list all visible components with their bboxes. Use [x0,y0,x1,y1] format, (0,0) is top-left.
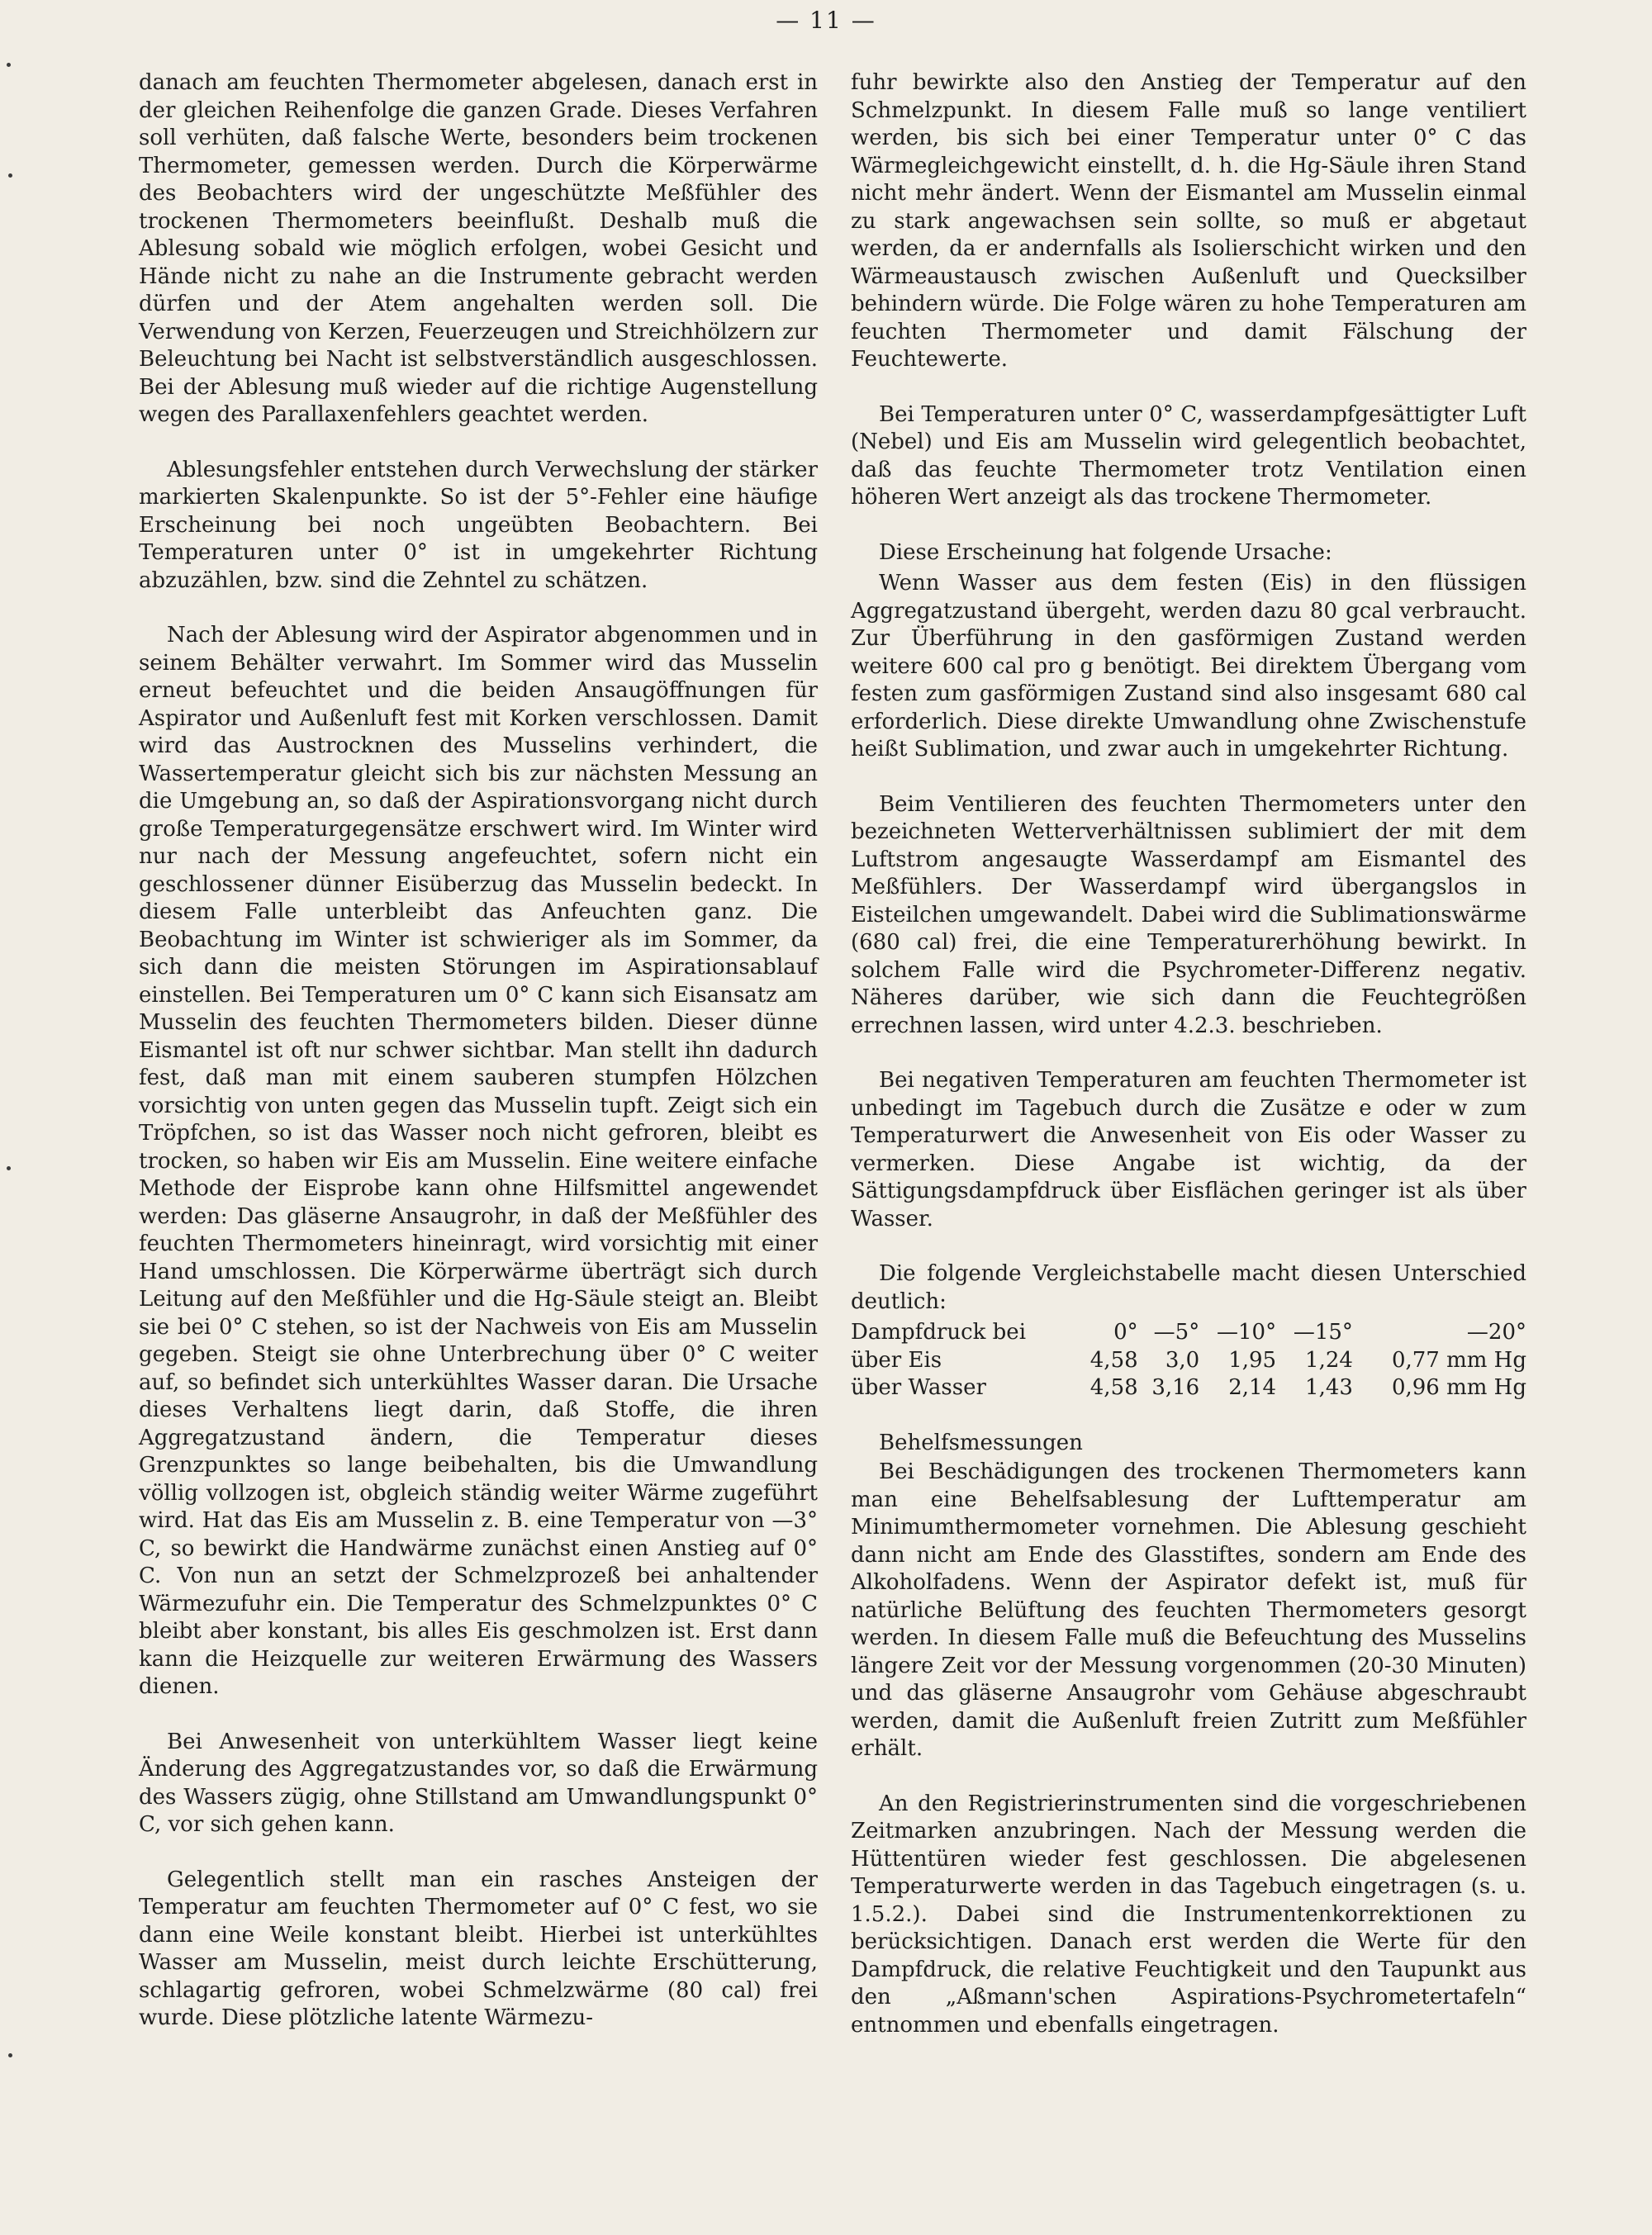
paragraph: Beim Ventilieren des feuchten Thermometers unter den bezeichneten Wetterverhältnissen sublimiert der mit dem Luftstrom angesaugte Wasserdampf am Eismantel des Meßfühlers. Der Wasserdampf wird übergangslos in Eisteilchen umgewandelt. Dabei wird die Sublimationswärme (680 cal) frei, die eine Temperaturerhöhung bewirkt. In solchem Falle wird die Psychrometer-Differenz negativ. Näheres darüber, wie sich dann die Feuchtegrößen errechnen lassen, wird unter 4.2.3. beschrieben. [851,791,1526,1038]
paragraph: Gelegentlich stellt man ein rasches Ansteigen der Temperatur am feuchten Thermometer auf 0° C fest, wo sie dann eine Weile konstant bleibt. Hierbei ist unterkühltes Wasser am Musselin, meist durch leichte Erschütterung, schlagartig gefroren, wobei Schmelzwärme (80 cal) frei wurde. Diese plötzliche latente Wärmezu- [139,1867,818,2030]
margin-mark [8,2053,12,2057]
vapor-pressure-table [851,1319,1526,1402]
paragraph: Bei Beschädigungen des trockenen Thermometers kann man eine Behelfsablesung der Lufttemperatur am Minimumthermometer vornehmen. Die Ablesung geschieht dann nicht am Ende des Glasstiftes, sondern am Ende des Alkoholfadens. Wenn der Aspirator defekt ist, muß für natürliche Belüftung des feuchten Thermometers gesorgt werden. In diesem Falle muß die Befeuchtung des Musselins längere Zeit vor der Messung vorgenommen (20-30 Minuten) und das gläserne Ansaugrohr vom Gehäuse abgeschraubt werden, damit die Außenluft freien Zutritt zum Meßfühler erhält. [851,1459,1526,1761]
table-cell: 2,14 [1228,1375,1277,1400]
paragraph: Diese Erscheinung hat folgende Ursache: [879,539,1332,565]
table-header-row [851,1319,1526,1347]
table-cell: —10° [1216,1320,1277,1345]
table-cell: 0° [1113,1320,1138,1345]
table-cell: über Eis [851,1347,942,1373]
table-cell: Dampfdruck bei [851,1320,1027,1345]
table-cell: 0,77 mm Hg [1391,1347,1526,1373]
paragraph: Wenn Wasser aus dem festen (Eis) in den flüssigen Aggregatzustand übergeht, werden dazu 80 gcal verbraucht. Zur Überführung in den gasförmigen Zustand werden weitere 600 cal pro g benötigt. Bei direktem Übergang vom festen zum gasförmigen Zustand sind also insgesamt 680 cal erforderlich. Diese direkte Umwandlung ohne Zwischenstufe heißt Sublimation, und zwar auch in umgekehrter Richtung. [851,571,1526,762]
paragraph: An den Registrierinstrumenten sind die vorgeschriebenen Zeitmarken anzubringen. Nach der Messung werden die Hüttentüren wieder fest geschlossen. Die abgelesenen Temperaturwerte werden in das Tagebuch eingetragen (s. u. 1.5.2.). Dabei sind die Instrumentenkorrektionen zu berücksichtigen. Danach erst werden die Werte für den Dampfdruck, die relative Feuchtigkeit und den Taupunkt aus den „Aßmann'schen Aspirations-Psychrometertafeln“ entnommen und ebenfalls eingetragen. [851,1791,1526,2038]
table-row [851,1347,1526,1375]
table-cell: 1,95 [1228,1347,1277,1373]
table-cell: 3,0 [1165,1347,1200,1373]
table-cell: —15° [1293,1320,1353,1345]
paragraph: Die folgende Vergleichstabelle macht diesen Unterschied deutlich: [851,1261,1526,1314]
table-cell: 4,58 [1089,1375,1138,1400]
paragraph: Nach der Ablesung wird der Aspirator abgenommen und in seinem Behälter verwahrt. Im Sommer wird das Musselin erneut befeuchtet und die beiden Ansaugöffnungen für Aspirator und Außenluft fest mit Korken verschlossen. Damit wird das Austrocknen des Musselins verhindert, die Wassertemperatur gleicht sich bis zur nächsten Messung an die Umgebung an, so daß der Aspirationsvorgang nicht durch große Temperaturgegensätze erschwert wird. Im Winter wird nur nach der Messung angefeuchtet, sofern nicht ein geschlossener dünner Eisüberzug das Musselin bedeckt. In diesem Falle unterbleibt das Anfeuchten ganz. Die Beobachtung im Winter ist schwieriger als im Sommer, da sich dann die meisten Störungen im Aspirationsablauf einstellen. Bei Temperaturen um 0° C kann sich Eisansatz am Musselin des feuchten Thermometers bilden. Dieser dünne Eismantel ist oft nur schwer sichtbar. Man stellt ihn dadurch fest, daß man mit einem sauberen stumpfen Hölzchen vorsichtig von unten gegen das Musselin tupft. Zeigt sich ein Tröpfchen, so ist das Wasser noch nicht gefroren, bleibt es trocken, so haben wir Eis am Musselin. Eine weitere einfache Methode der Eisprobe kann ohne Hilfsmittel angewendet werden: Das gläserne Ansaugrohr, in daß der Meßfühler des feuchten Thermometers hineinragt, wird vorsichtig mit einer Hand umschlossen. Die Körperwärme überträgt sich durch Leitung auf den Meßfühler und die Hg-Säule steigt an. Bleibt sie bei 0° C stehen, so ist der Nachweis von Eis am Musselin gegeben. Steigt sie ohne Unterbrechung über 0° C weiter auf, so befindet sich unterkühltes Wasser daran. Die Ursache dieses Verhaltens liegt darin, daß Stoffe, die ihren Aggregatzustand ändern, die Temperatur dieses Grenzpunktes so lange beibehalten, bis die Umwandlung völlig vollzogen ist, obgleich ständig weiter Wärme zugeführt wird. Hat das Eis am Musselin z. B. eine Temperatur von —3° C, so bewirkt die Handwärme zunächst einen Anstieg auf 0° C. Von nun an setzt der Schmelzprozeß bei anhaltender Wärmezufuhr ein. Die Temperatur des Schmelzpunktes 0° C bleibt aber konstant, bis alles Eis geschmolzen ist. Erst dann kann die Heizquelle zur weiteren Erwärmung des Wassers dienen. [139,623,818,1699]
table-cell: 0,96 mm Hg [1391,1375,1526,1400]
paragraph: Bei Temperaturen unter 0° C, wasserdampfgesättigter Luft (Nebel) und Eis am Musselin wird gelegentlich beobachtet, daß das feuchte Thermometer trotz Ventilation einen höheren Wert anzeigt als das trockene Thermometer. [851,401,1526,510]
section-heading: Behelfsmessungen [879,1430,1083,1455]
table-cell: 4,58 [1089,1347,1138,1373]
table-cell: —20° [1466,1320,1526,1345]
table-cell: 1,43 [1305,1375,1353,1400]
table-row [851,1374,1526,1402]
paragraph: fuhr bewirkte also den Anstieg der Temperatur auf den Schmelzpunkt. In diesem Falle muß so lange ventiliert werden, bis sich bei einer Temperatur unter 0° C das Wärmegleichgewicht einstellt, d. h. die Hg-Säule ihren Stand nicht mehr ändert. Wenn der Eismantel am Musselin einmal zu stark angewachsen sein sollte, so muß er abgetaut werden, da er andernfalls als Isolierschicht wirken und den Wärmeaustausch zwischen Außenluft und Quecksilber behindern würde. Die Folge wären zu hohe Temperaturen am feuchten Thermometer und damit Fälschung der Feuchtewerte. [851,70,1526,372]
table-cell: über Wasser [851,1375,986,1400]
paragraph: Bei negativen Temperaturen am feuchten Thermometer ist unbedingt im Tagebuch durch die Zusätze e oder w zum Temperaturwert die Anwesenheit von Eis oder Wasser zu vermerken. Diese Angabe ist wichtig, da der Sättigungsdampfdruck über Eisflächen geringer ist als über Wasser. [851,1068,1526,1231]
left-column [139,69,818,2060]
margin-mark [7,1166,11,1170]
paragraph: Bei Anwesenheit von unterkühltem Wasser liegt keine Änderung des Aggregatzustandes vor, so daß die Erwärmung des Wassers zügig, ohne Stillstand am Umwandlungspunkt 0° C, vor sich gehen kann. [139,1729,818,1837]
paragraph: Ablesungsfehler entstehen durch Verwechslung der stärker markierten Skalenpunkte. So ist der 5°-Fehler eine häufige Erscheinung bei noch ungeübten Beobachtern. Bei Temperaturen unter 0° ist in umgekehrter Richtung abzuzählen, bzw. sind die Zehntel zu schätzen. [139,457,818,593]
right-column [851,69,1526,2067]
paragraph: danach am feuchten Thermometer abgelesen, danach erst in der gleichen Reihenfolge die ganzen Grade. Dieses Verfahren soll verhüten, daß falsche Werte, besonders beim trockenen Thermometer, gemessen werden. Durch die Körperwärme des Beobachters wird der ungeschützte Meßfühler des trockenen Thermometers beeinflußt. Deshalb muß die Ablesung sobald wie möglich erfolgen, wobei Gesicht und Hände nicht zu nahe an die Instrumente gebracht werden dürfen und der Atem angehalten werden soll. Die Verwendung von Kerzen, Feuerzeugen und Streichhölzern zur Beleuchtung bei Nacht ist selbstverständlich ausgeschlossen. Bei der Ablesung muß wieder auf die richtige Augenstellung wegen des Parallaxenfehlers geachtet werden. [139,70,818,427]
table-cell: —5° [1153,1320,1200,1345]
table-cell: 3,16 [1151,1375,1200,1400]
page-number: — 11 — [776,7,876,34]
margin-mark [7,63,11,67]
table-cell: 1,24 [1305,1347,1353,1373]
margin-mark [8,173,12,178]
